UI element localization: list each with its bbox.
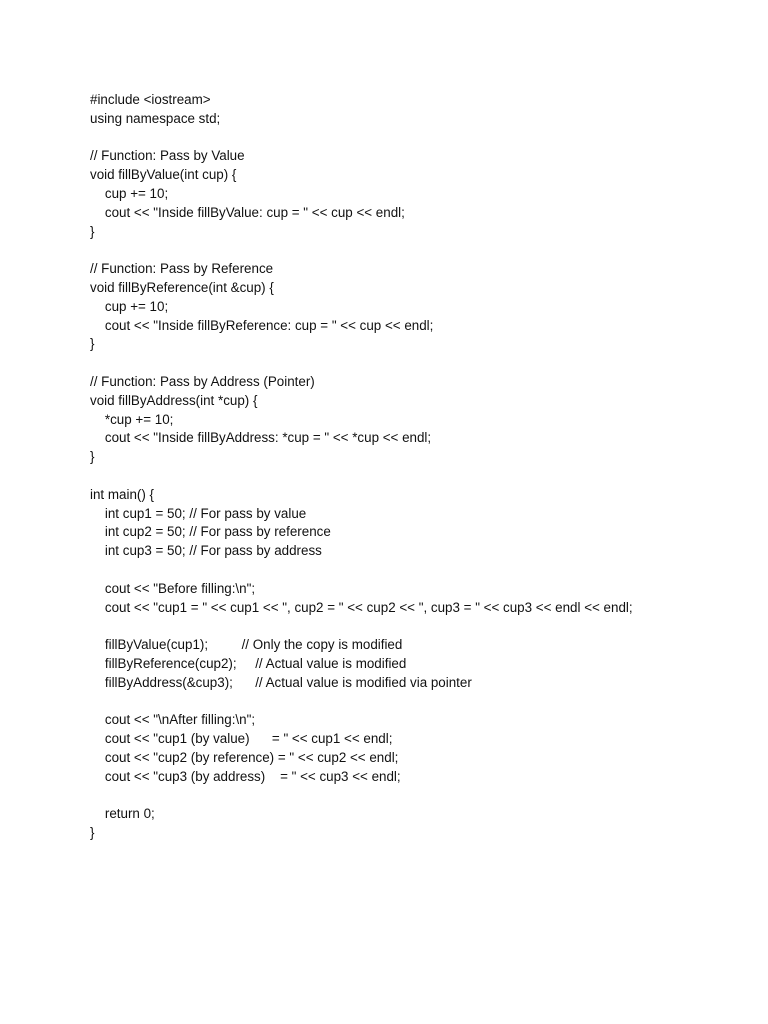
- code-line: }: [90, 223, 95, 239]
- code-line: #include <iostream>: [90, 92, 211, 107]
- code-line: void fillByReference(int &cup) {: [90, 279, 274, 295]
- code-line: cup += 10;: [90, 185, 169, 201]
- code-line: fillByReference(cup2); // Actual value is modified: [90, 655, 407, 671]
- code-line: [90, 354, 750, 373]
- code-line: cout << "cup1 (by value) = " << cup1 << endl;: [90, 731, 393, 747]
- code-line: [90, 561, 750, 580]
- code-line: // Function: Pass by Address (Pointer): [90, 373, 315, 389]
- code-line: return 0;: [90, 806, 155, 822]
- code-line: int cup3 = 50; // For pass by address: [90, 543, 322, 559]
- code-line: int cup2 = 50; // For pass by reference: [90, 524, 331, 540]
- code-line: // Function: Pass by Reference: [90, 261, 274, 277]
- code-line: *cup += 10;: [90, 411, 174, 427]
- code-line: cout << "Inside fillByReference: cup = " << cup << endl;: [90, 317, 434, 333]
- code-line: cout << "Inside fillByAddress: *cup = " << *cup << endl;: [90, 430, 432, 446]
- code-line: int main() {: [90, 486, 154, 502]
- code-line: cout << "\nAfter filling:\n";: [90, 712, 256, 728]
- code-line: cout << "cup3 (by address) = " << cup3 << endl;: [90, 768, 401, 784]
- code-line: cout << "cup2 (by reference) = " << cup2 << endl;: [90, 749, 399, 765]
- code-line: [90, 129, 750, 148]
- code-line: cout << "cup1 = " << cup1 << ", cup2 = " << cup2 << ", cup3 = " << cup3 << endl << endl;: [90, 599, 633, 615]
- code-line: cout << "Inside fillByValue: cup = " << cup << endl;: [90, 204, 405, 220]
- code-line: fillByAddress(&cup3); // Actual value is modified via pointer: [90, 674, 472, 690]
- code-line: [90, 786, 750, 805]
- code-line: cout << "Before filling:\n";: [90, 580, 256, 596]
- code-line: [90, 617, 750, 636]
- code-line: }: [90, 336, 95, 352]
- code-line: [90, 693, 750, 712]
- code-line: cup += 10;: [90, 298, 169, 314]
- code-line: int cup1 = 50; // For pass by value: [90, 505, 307, 521]
- code-line: using namespace std;: [90, 110, 221, 126]
- code-line: }: [90, 825, 95, 841]
- code-line: [90, 241, 750, 260]
- code-line: // Function: Pass by Value: [90, 148, 245, 164]
- code-line: [90, 467, 750, 486]
- code-listing: [90, 91, 750, 843]
- code-line: void fillByAddress(int *cup) {: [90, 392, 258, 408]
- code-line: void fillByValue(int cup) {: [90, 167, 237, 183]
- code-line: fillByValue(cup1); // Only the copy is modified: [90, 637, 403, 653]
- code-line: }: [90, 449, 95, 465]
